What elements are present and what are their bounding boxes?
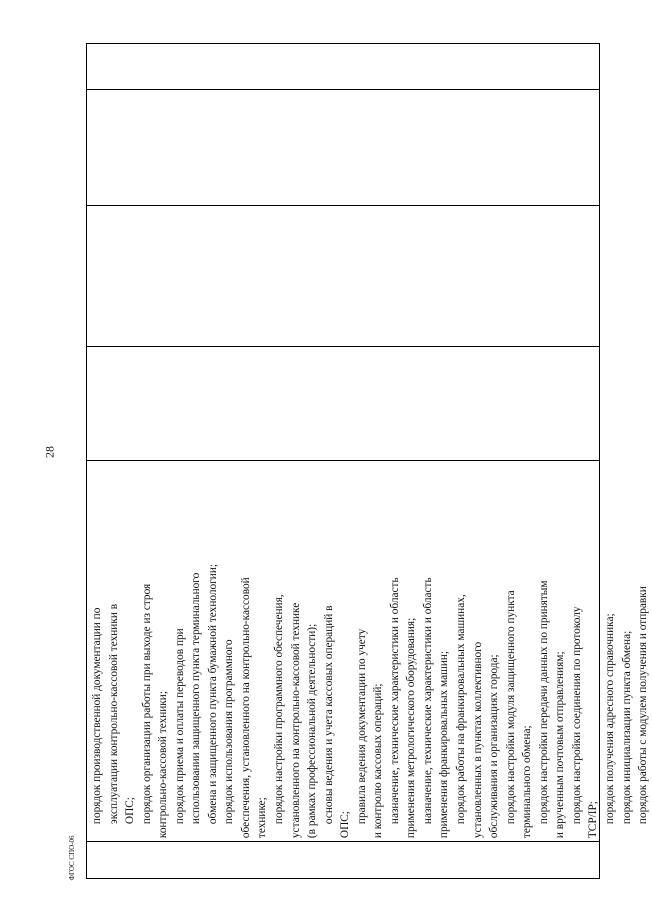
content-line: и врученным почтовым отправлениям; [554,651,567,839]
content-line: правила ведения документации по учету [355,628,368,825]
content-line: обмена и защищенного пункта бумажной технологии; [206,563,219,825]
content-line: порядок настройки модуля защищенного пункта [504,590,517,825]
content-lines [89,463,652,838]
content-line: ОПС; [124,797,137,825]
content-line: порядок работы на франкировальных машинах, [455,594,468,825]
content-line: (в рамках профессиональной деятельности); [306,623,319,839]
content-line: порядок организации работы при выходе из строя [140,583,153,825]
table-column-competences [87,44,599,90]
content-line: установленного на контрольно-кассовой технике [289,602,302,839]
content-line: ОПС; [339,811,352,839]
content-line: TCP/IP; [587,801,600,839]
content-line: порядок настройки соединения по протоколу [570,606,583,825]
content-line: порядок настройки передачи данных по принятым [537,580,550,825]
content-line: технике; [256,797,269,839]
table-column-code [87,842,599,878]
content-line: терминального обмена; [521,725,534,839]
content-line: обеспечения, установленного на контрольно-кассовой [239,577,252,839]
content-line: и контролю кассовых операций; [372,683,385,839]
content-line: применения метрологического оборудования; [405,617,418,839]
content-line: назначение, технические характеристики и область [388,577,401,825]
content-line: порядок инициализации пункта обмена; [620,630,633,825]
competency-table [86,43,650,879]
table-column-discipline [87,90,599,206]
table-column-hours-class [87,206,599,348]
content-line: порядок получения адресного справочника; [603,613,616,825]
footer-code: ФГОС СПО-06 [68,835,76,881]
content-line: порядок производственной документации по [91,607,103,825]
content-line: порядок настройки программного обеспечения, [273,594,286,825]
content-line: порядок использования программного [223,639,236,825]
content-line: эксплуатации контрольно-кассовой техники в [107,603,120,825]
table-column-hours-max [87,347,599,461]
content-line: установленных в пунктах коллективного [471,641,484,839]
content-line: порядок приема и оплаты переводов при [173,628,186,825]
table-column-content [87,461,650,842]
content-line: основы ведения и учета кассовых операций в [322,605,335,825]
content-line: применения франкировальных машин; [438,650,451,839]
content-line: контрольно-кассовой техники; [157,691,170,839]
content-line: назначение, технические характеристики и область [421,577,434,825]
content-line: порядок работы с модулем получения и отправки [637,586,650,825]
content-line: обслуживания и организациях города; [488,654,501,839]
page-number: 28 [42,446,57,458]
content-line: использовании защищенного пункта терминального [190,572,203,825]
